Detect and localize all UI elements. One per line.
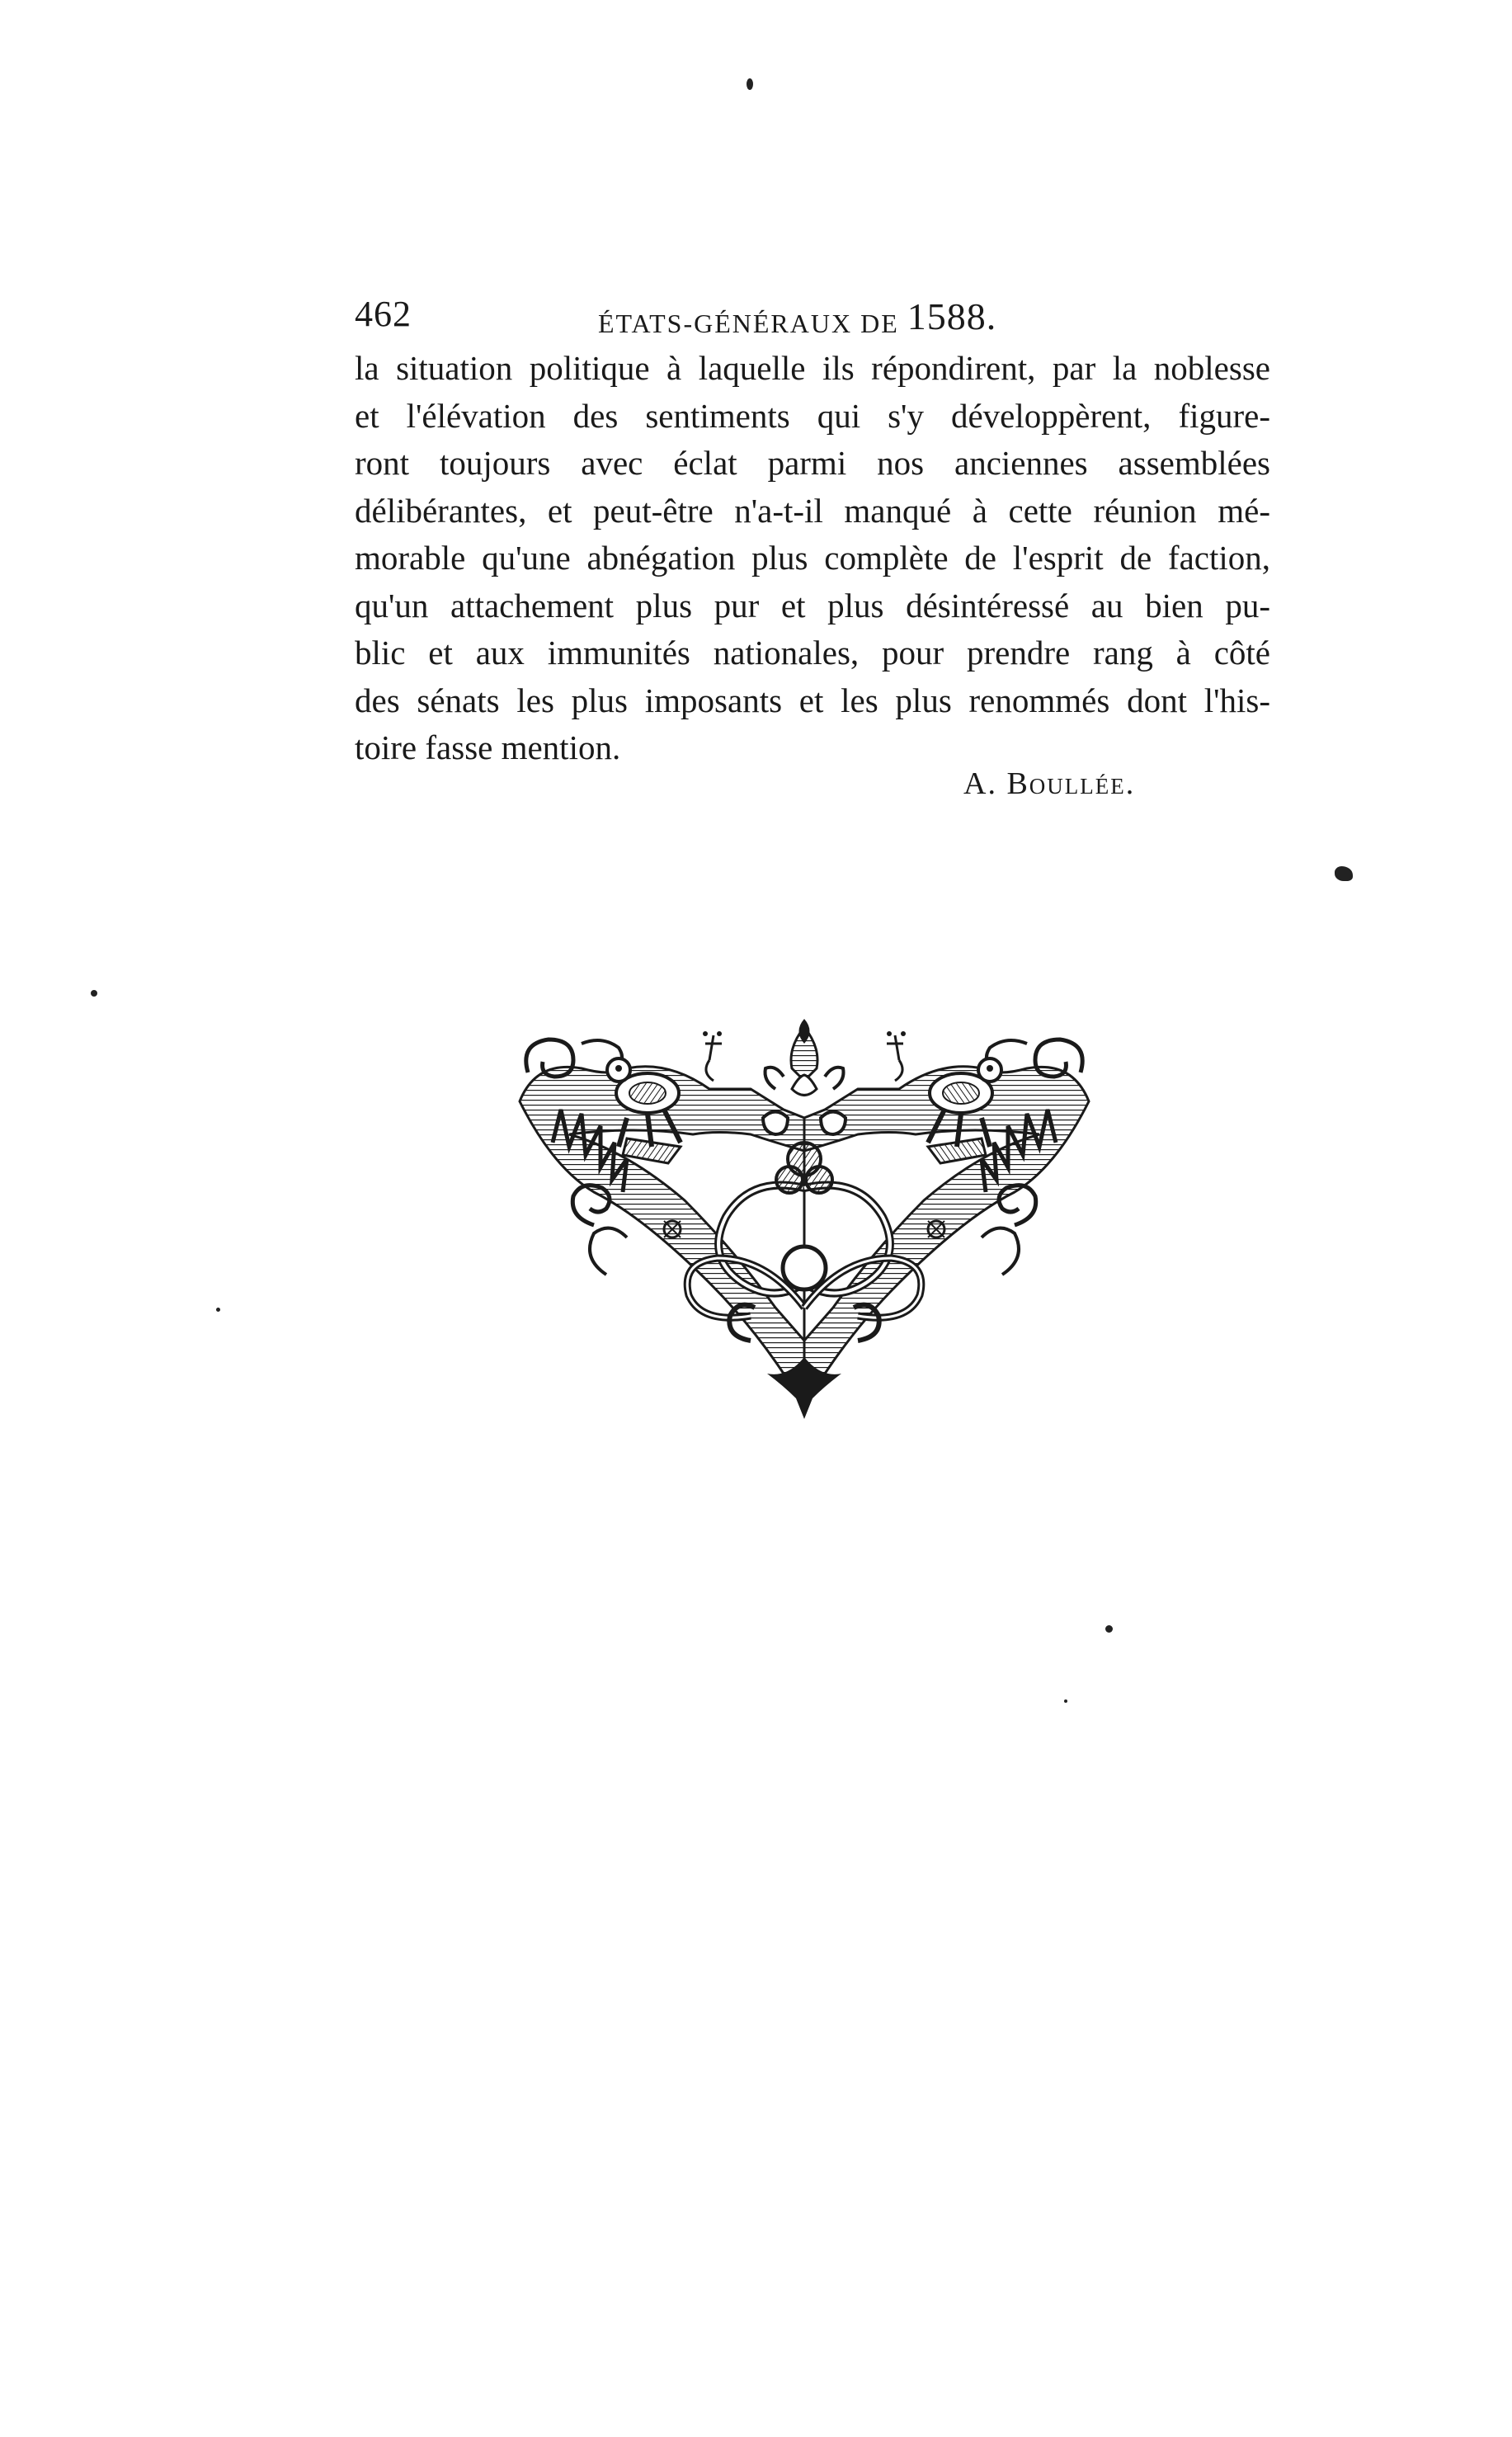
print-speck [1064, 1699, 1067, 1703]
text-line: toire fasse mention. [355, 728, 621, 766]
page-number: 462 [355, 294, 412, 334]
body-paragraph [355, 345, 1270, 772]
text-line: blic et aux immunités nationales, pour prendre rang à côté [355, 634, 1270, 672]
text-line: la situation politique à laquelle ils répondirent, par la noblesse [355, 349, 1270, 387]
running-title-text: ÉTATS-GÉNÉRAUX DE [598, 309, 899, 338]
text-line: morable qu'une abnégation plus complète de l'esprit de faction, [355, 539, 1270, 577]
print-speck [91, 990, 97, 997]
running-head [355, 293, 1270, 342]
print-speck [1335, 866, 1353, 881]
running-year: 1588. [907, 295, 997, 337]
print-speck [747, 78, 753, 90]
author-signature [963, 766, 1135, 802]
print-speck [1105, 1625, 1113, 1633]
running-title [598, 295, 997, 342]
signature-name: Boullée. [1006, 766, 1136, 801]
text-line: des sénats les plus imposants et les plus renommés dont l'his- [355, 681, 1270, 719]
print-speck [216, 1308, 220, 1312]
text-line: et l'élévation des sentiments qui s'y développèrent, figure- [355, 396, 1270, 435]
text-line: qu'un attachement plus pur et plus désintéressé au bien pu- [355, 586, 1270, 625]
text-line: délibérantes, et peut-être n'a-t-il manqué à cette réunion mé- [355, 491, 1270, 530]
text-line: ront toujours avec éclat parmi nos anciennes assemblées [355, 444, 1270, 482]
tailpiece-ornament-icon [503, 1011, 1105, 1423]
signature-initial: A. [963, 766, 997, 801]
